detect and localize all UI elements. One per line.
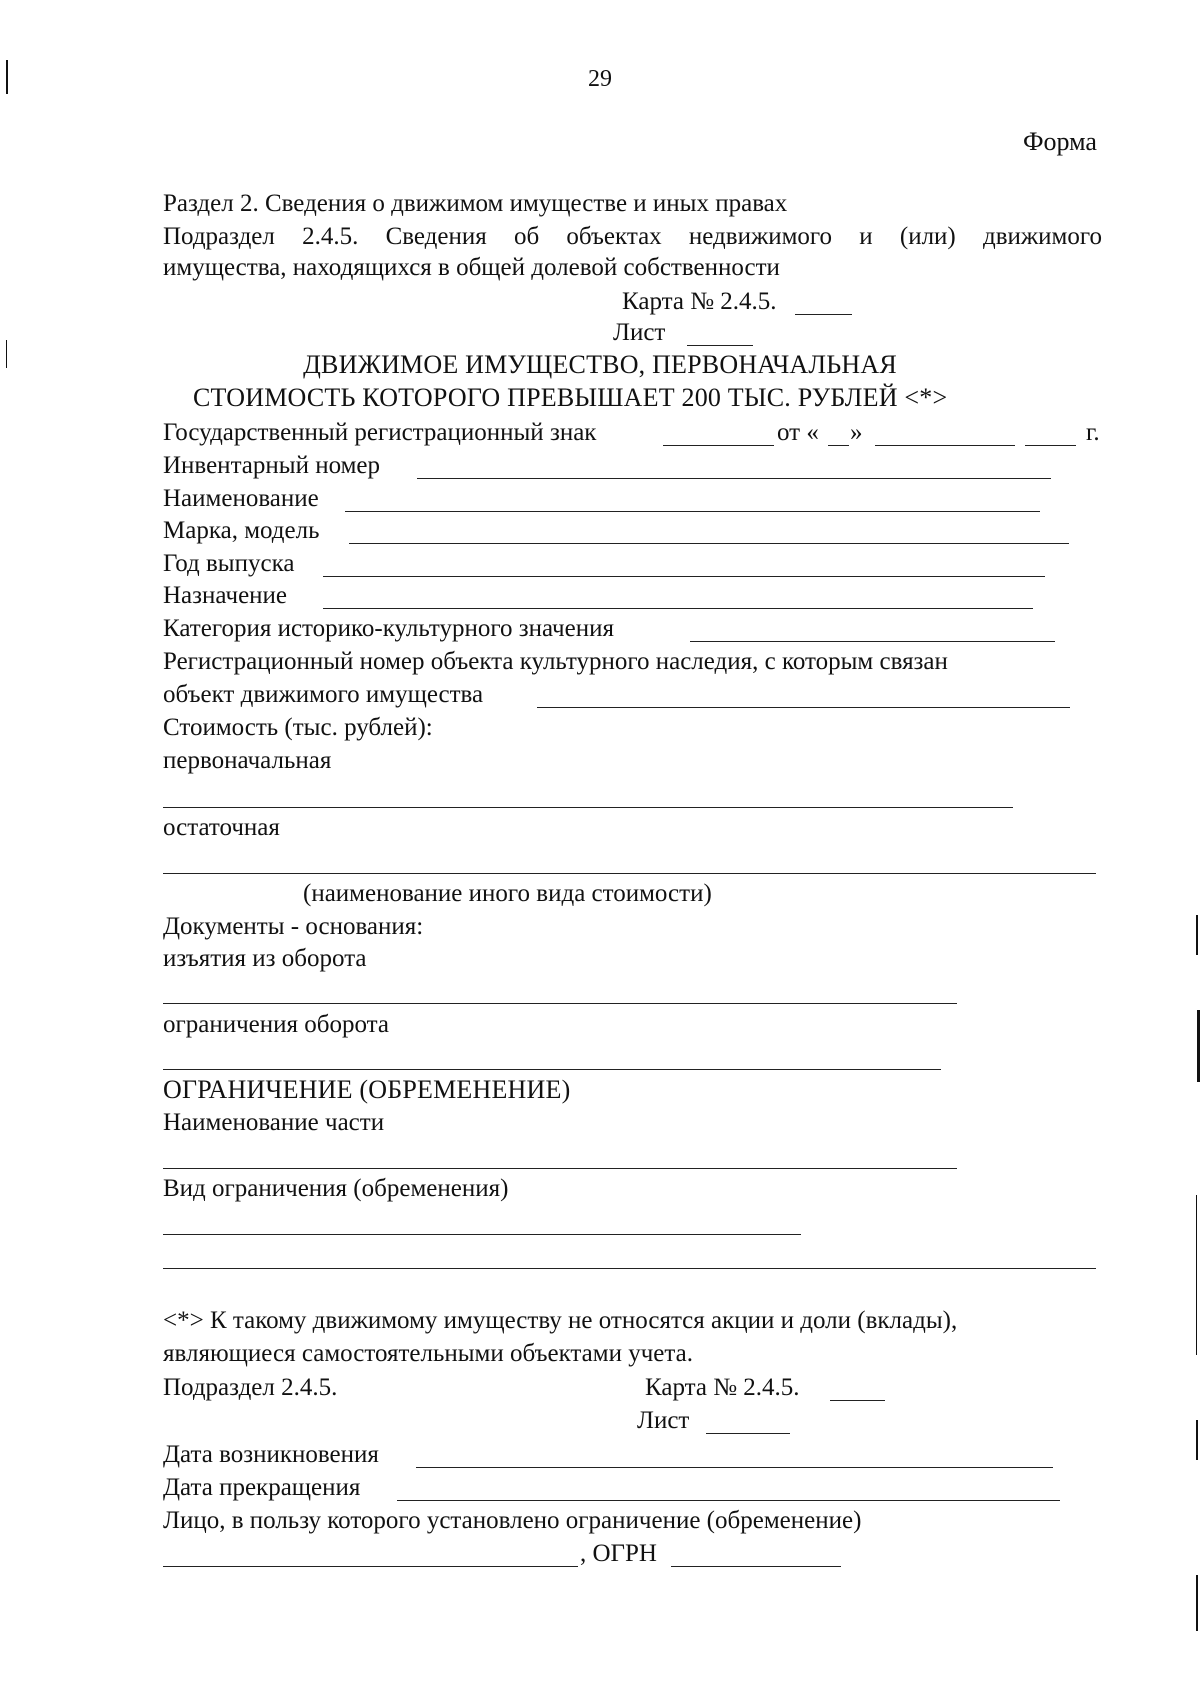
inventory-number-field[interactable] (417, 478, 1051, 479)
encumbrance-type-field-extra[interactable] (163, 1268, 1096, 1269)
withdrawal-field[interactable] (163, 1003, 957, 1004)
sheet-label: Лист (613, 319, 666, 346)
cost-other-caption: (наименование иного вида стоимости) (303, 880, 712, 907)
scan-margin-mark (1196, 1195, 1197, 1355)
footnote-line2: являющиеся самостоятельными объектами учета. (163, 1340, 693, 1367)
form-label: Форма (1023, 127, 1097, 156)
cost-header: Стоимость (тыс. рублей): (163, 714, 433, 741)
subsection-title-line1: Подраздел 2.4.5. Сведения об объектах недвижимого и (или) движимого (163, 223, 1102, 250)
heritage-reg-field[interactable] (537, 707, 1070, 708)
year-field[interactable] (323, 576, 1045, 577)
inventory-number-label: Инвентарный номер (163, 452, 381, 479)
reg-sign-field[interactable] (663, 445, 774, 446)
documents-header: Документы - основания: (163, 913, 424, 940)
heritage-category-field[interactable] (690, 641, 1055, 642)
encumbrance-header: ОГРАНИЧЕНИЕ (ОБРЕМЕНЕНИЕ) (163, 1075, 571, 1104)
reg-sign-from-label: от « (777, 419, 819, 446)
beneficiary-label: Лицо, в пользу которого установлено ограничение (обременение) (163, 1507, 862, 1534)
circulation-limits-field[interactable] (163, 1069, 941, 1070)
ogrn-label: , ОГРН (580, 1540, 657, 1567)
part-name-label: Наименование части (163, 1109, 385, 1136)
heritage-category-label: Категория историко-культурного значения (163, 615, 614, 642)
reg-sign-day-field[interactable] (828, 445, 849, 446)
reg-sign-quote-close: » (850, 419, 863, 446)
start-date-field[interactable] (416, 1467, 1053, 1468)
end-date-field[interactable] (397, 1500, 1060, 1501)
bottom-sheet-label: Лист (637, 1407, 690, 1434)
sheet-field[interactable] (687, 345, 753, 346)
year-label: Год выпуска (163, 550, 295, 577)
bottom-sheet-field[interactable] (706, 1433, 790, 1434)
part-name-field[interactable] (163, 1168, 957, 1169)
beneficiary-field[interactable] (163, 1566, 578, 1567)
purpose-field[interactable] (323, 608, 1033, 609)
reg-sign-year-field[interactable] (1025, 445, 1076, 446)
encumbrance-type-label: Вид ограничения (обременения) (163, 1175, 509, 1202)
scan-margin-mark (1196, 1575, 1198, 1631)
ogrn-field[interactable] (671, 1566, 841, 1567)
heritage-reg-label-line1: Регистрационный номер объекта культурного наследия, с которым связан (163, 648, 948, 675)
cost-initial-label: первоначальная (163, 747, 332, 774)
reg-sign-month-field[interactable] (875, 445, 1015, 446)
name-field[interactable] (345, 511, 1040, 512)
subsection-title-line2: имущества, находящихся в общей долевой собственности (163, 254, 780, 281)
document-title-line1: ДВИЖИМОЕ ИМУЩЕСТВО, ПЕРВОНАЧАЛЬНАЯ (303, 350, 897, 379)
cost-initial-field[interactable] (163, 807, 1013, 808)
page-number: 29 (588, 66, 612, 92)
reg-sign-label: Государственный регистрационный знак (163, 419, 597, 446)
card-number-label: Карта № 2.4.5. (622, 288, 777, 315)
cost-residual-label: остаточная (163, 814, 280, 841)
start-date-label: Дата возникновения (163, 1441, 379, 1468)
name-label: Наименование (163, 485, 319, 512)
brand-model-label: Марка, модель (163, 517, 320, 544)
card-number-field[interactable] (795, 314, 852, 315)
brand-model-field[interactable] (349, 543, 1069, 544)
bottom-subsection-label: Подраздел 2.4.5. (163, 1374, 338, 1401)
cost-residual-field[interactable] (163, 873, 1096, 874)
document-title-line2: СТОИМОСТЬ КОТОРОГО ПРЕВЫШАЕТ 200 ТЫС. РУБЛЕЙ <*> (193, 383, 948, 412)
heritage-reg-label-line2: объект движимого имущества (163, 681, 484, 708)
encumbrance-type-field[interactable] (163, 1234, 801, 1235)
bottom-card-field[interactable] (830, 1400, 885, 1401)
circulation-limits-label: ограничения оборота (163, 1011, 390, 1038)
scan-margin-mark (1196, 915, 1198, 955)
reg-sign-year-suffix: г. (1086, 419, 1100, 446)
footnote-line1: <*> К такому движимому имуществу не относятся акции и доли (вклады), (163, 1307, 958, 1334)
purpose-label: Назначение (163, 582, 288, 609)
bottom-card-label: Карта № 2.4.5. (645, 1374, 800, 1401)
scan-margin-mark (1196, 1420, 1198, 1460)
end-date-label: Дата прекращения (163, 1474, 361, 1501)
section-title: Раздел 2. Сведения о движимом имуществе и иных правах (163, 190, 788, 217)
withdrawal-label: изъятия из оборота (163, 945, 367, 972)
